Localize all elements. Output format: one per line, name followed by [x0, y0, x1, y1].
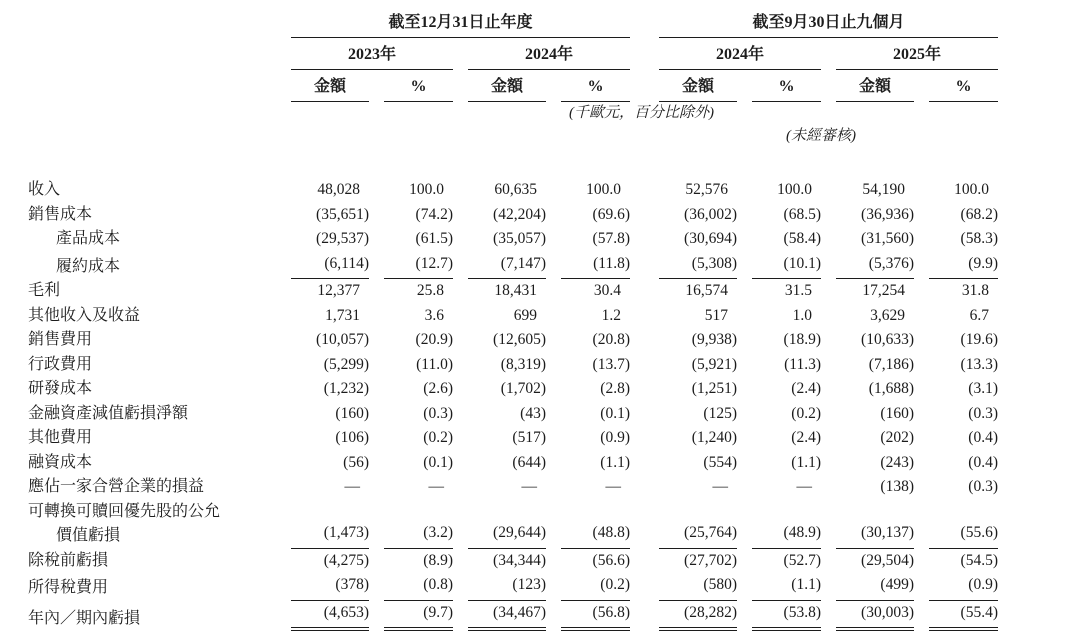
column-gap: [630, 475, 644, 500]
year-header-2024-nine-months: [644, 42, 821, 70]
cell-value: (35,651): [276, 203, 369, 228]
unaudited-note: (未經審核): [644, 125, 998, 148]
cell-value: (56): [276, 451, 369, 476]
row-label: 應佔一家合營企業的損益: [28, 475, 276, 500]
column-gap: [630, 426, 644, 451]
cell-value: (0.4): [914, 426, 998, 451]
table-row: [28, 304, 998, 329]
cell-value: 16,574: [644, 279, 737, 304]
cell-value: (28,282): [644, 601, 737, 631]
cell-value: (0.8): [369, 573, 453, 601]
cell-value: (7,186): [821, 353, 914, 378]
cell-value: (1,702): [453, 377, 546, 402]
percent-column-header: %: [737, 74, 821, 102]
cell-value: (11.3): [737, 353, 821, 378]
cell-value: (0.1): [546, 402, 630, 427]
column-gap: [630, 402, 644, 427]
cell-value: (2.6): [369, 377, 453, 402]
table-row: [28, 377, 998, 402]
income-statement-table: [28, 10, 998, 631]
cell-value: (1,232): [276, 377, 369, 402]
cell-value: (9,938): [644, 328, 737, 353]
row-label-line2: 價值虧損: [28, 524, 276, 549]
cell-value: 699: [453, 304, 546, 329]
group-gap: [630, 42, 644, 70]
cell-value: (56.8): [546, 601, 630, 631]
table-row: [28, 549, 998, 574]
row-label: 收入: [28, 178, 276, 203]
cell-value: (68.5): [737, 203, 821, 228]
cell-value: (1.1): [546, 451, 630, 476]
table-row: [28, 601, 998, 631]
cell-value: (27,702): [644, 549, 737, 574]
cell-value: 100.0: [914, 178, 998, 203]
cell-value: (9.7): [369, 601, 453, 631]
cell-value: 3,629: [821, 304, 914, 329]
header-spacer: [28, 74, 276, 102]
row-label: [28, 500, 276, 549]
cell-value: (554): [644, 451, 737, 476]
percent-column-header: %: [546, 74, 630, 102]
cell-value: (0.1): [369, 451, 453, 476]
cell-value: (2.4): [737, 377, 821, 402]
row-label: 行政費用: [28, 353, 276, 378]
cell-value: 100.0: [369, 178, 453, 203]
cell-value: (12.7): [369, 252, 453, 280]
year-header-2025: [821, 42, 998, 70]
cell-value: (10,633): [821, 328, 914, 353]
cell-value: (18.9): [737, 328, 821, 353]
cell-value: (11.0): [369, 353, 453, 378]
row-label: 金融資產減值虧損淨額: [28, 402, 276, 427]
cell-value: (0.3): [914, 475, 998, 500]
column-gap: [630, 601, 644, 631]
cell-value: 517: [644, 304, 737, 329]
cell-value: (125): [644, 402, 737, 427]
cell-value: (61.5): [369, 227, 453, 252]
cell-value: 60,635: [453, 178, 546, 203]
row-label-line1: 可轉換可贖回優先股的公允: [28, 500, 276, 525]
table-row: [28, 353, 998, 378]
cell-value: (202): [821, 426, 914, 451]
table-row: [28, 500, 998, 549]
cell-value: —: [737, 475, 821, 500]
group-gap: [630, 125, 644, 148]
cell-value: 1.2: [546, 304, 630, 329]
cell-value: (517): [453, 426, 546, 451]
cell-value: 18,431: [453, 279, 546, 304]
row-label: 銷售費用: [28, 328, 276, 353]
cell-value: (9.9): [914, 252, 998, 280]
row-label: 除稅前虧損: [28, 549, 276, 574]
row-label: 履約成本: [28, 252, 276, 280]
group-gap: [630, 10, 644, 38]
cell-value: (0.9): [546, 426, 630, 451]
cell-value: 1,731: [276, 304, 369, 329]
table-row: [28, 279, 998, 304]
cell-value: (106): [276, 426, 369, 451]
cell-value: (4,653): [276, 601, 369, 631]
cell-value: (53.8): [737, 601, 821, 631]
cell-value: (0.4): [914, 451, 998, 476]
header-body-gap: [28, 148, 998, 178]
column-gap: [630, 353, 644, 378]
row-label: 年內／期內虧損: [28, 601, 276, 631]
cell-value: (3.2): [369, 500, 453, 549]
row-label: 其他收入及收益: [28, 304, 276, 329]
period-header-annual: [276, 10, 630, 38]
cell-value: —: [276, 475, 369, 500]
cell-value: 6.7: [914, 304, 998, 329]
cell-value: —: [644, 475, 737, 500]
cell-value: 48,028: [276, 178, 369, 203]
cell-value: (13.7): [546, 353, 630, 378]
cell-value: (74.2): [369, 203, 453, 228]
row-label: 所得稅費用: [28, 573, 276, 601]
table-body: [28, 178, 998, 631]
table-row: [28, 573, 998, 601]
column-gap: [630, 573, 644, 601]
cell-value: 17,254: [821, 279, 914, 304]
cell-value: (0.9): [914, 573, 998, 601]
year-header-2024-label: 2024年: [468, 42, 630, 70]
row-label: 銷售成本: [28, 203, 276, 228]
cell-value: 30.4: [546, 279, 630, 304]
table-row: [28, 426, 998, 451]
cell-value: (644): [453, 451, 546, 476]
cell-value: (54.5): [914, 549, 998, 574]
cell-value: (0.2): [546, 573, 630, 601]
cell-value: (7,147): [453, 252, 546, 280]
cell-value: (29,504): [821, 549, 914, 574]
cell-value: (1.1): [737, 451, 821, 476]
cell-value: (378): [276, 573, 369, 601]
cell-value: (5,921): [644, 353, 737, 378]
cell-value: 31.5: [737, 279, 821, 304]
cell-value: (58.4): [737, 227, 821, 252]
percent-column-header: %: [914, 74, 998, 102]
cell-value: (29,537): [276, 227, 369, 252]
note-spacer: [276, 125, 630, 148]
cell-value: (8,319): [453, 353, 546, 378]
cell-value: (58.3): [914, 227, 998, 252]
row-label: 其他費用: [28, 426, 276, 451]
row-label: 毛利: [28, 279, 276, 304]
period-header-row: [28, 10, 998, 38]
row-label: 研發成本: [28, 377, 276, 402]
cell-value: (123): [453, 573, 546, 601]
amount-column-header: 金額: [276, 74, 369, 102]
cell-value: (31,560): [821, 227, 914, 252]
cell-value: (55.6): [914, 500, 998, 549]
table-row: [28, 203, 998, 228]
table-row: [28, 178, 998, 203]
cell-value: (36,936): [821, 203, 914, 228]
cell-value: (499): [821, 573, 914, 601]
cell-value: (0.2): [369, 426, 453, 451]
cell-value: 25.8: [369, 279, 453, 304]
cell-value: (68.2): [914, 203, 998, 228]
period-header-annual-label: 截至12月31日止年度: [291, 10, 630, 38]
year-header-2024: [453, 42, 630, 70]
cell-value: (20.8): [546, 328, 630, 353]
cell-value: (55.4): [914, 601, 998, 631]
cell-value: (34,344): [453, 549, 546, 574]
cell-value: —: [369, 475, 453, 500]
column-gap: [630, 227, 644, 252]
cell-value: (30,137): [821, 500, 914, 549]
note-spacer: [28, 102, 546, 125]
cell-value: (10,057): [276, 328, 369, 353]
cell-value: (25,764): [644, 500, 737, 549]
row-label: 融資成本: [28, 451, 276, 476]
column-gap: [630, 549, 644, 574]
cell-value: (0.3): [369, 402, 453, 427]
cell-value: (56.6): [546, 549, 630, 574]
cell-value: (2.8): [546, 377, 630, 402]
column-gap: [630, 178, 644, 203]
group-gap: [630, 74, 644, 102]
header-spacer: [28, 10, 276, 38]
cell-value: (57.8): [546, 227, 630, 252]
unit-note: (千歐元，百分比除外): [546, 102, 737, 125]
amount-column-header: 金額: [644, 74, 737, 102]
cell-value: (160): [821, 402, 914, 427]
percent-column-header: %: [369, 74, 453, 102]
table-row: [28, 451, 998, 476]
cell-value: (6,114): [276, 252, 369, 280]
cell-value: (1,240): [644, 426, 737, 451]
cell-value: —: [453, 475, 546, 500]
cell-value: 12,377: [276, 279, 369, 304]
column-gap: [630, 304, 644, 329]
header-spacer: [28, 42, 276, 70]
cell-value: (138): [821, 475, 914, 500]
cell-value: (160): [276, 402, 369, 427]
column-gap: [630, 500, 644, 549]
amount-column-header: 金額: [821, 74, 914, 102]
unit-note-row: [28, 102, 998, 125]
cell-value: (20.9): [369, 328, 453, 353]
period-header-nine-months: [644, 10, 998, 38]
table-row: [28, 227, 998, 252]
cell-value: (1.1): [737, 573, 821, 601]
cell-value: (11.8): [546, 252, 630, 280]
cell-value: 31.8: [914, 279, 998, 304]
cell-value: (52.7): [737, 549, 821, 574]
unaudited-note-row: [28, 125, 998, 148]
cell-value: (19.6): [914, 328, 998, 353]
table-row: [28, 252, 998, 280]
cell-value: (10.1): [737, 252, 821, 280]
cell-value: (42,204): [453, 203, 546, 228]
table-header: [28, 10, 998, 178]
cell-value: (12,605): [453, 328, 546, 353]
cell-value: (36,002): [644, 203, 737, 228]
table-row: [28, 475, 998, 500]
year-header-2025-label: 2025年: [836, 42, 998, 70]
amount-column-header: 金額: [453, 74, 546, 102]
cell-value: (1,473): [276, 500, 369, 549]
cell-value: (4,275): [276, 549, 369, 574]
cell-value: 3.6: [369, 304, 453, 329]
note-spacer: [737, 102, 998, 125]
row-label: 產品成本: [28, 227, 276, 252]
cell-value: (43): [453, 402, 546, 427]
cell-value: (30,694): [644, 227, 737, 252]
note-spacer: [28, 125, 276, 148]
cell-value: (0.3): [914, 402, 998, 427]
cell-value: (0.2): [737, 402, 821, 427]
table-row: [28, 328, 998, 353]
cell-value: 52,576: [644, 178, 737, 203]
year-header-2024-nine-months-label: 2024年: [659, 42, 821, 70]
column-header-row: [28, 74, 998, 102]
year-header-row: [28, 42, 998, 70]
cell-value: 100.0: [546, 178, 630, 203]
column-gap: [630, 279, 644, 304]
period-header-nine-months-label: 截至9月30日止九個月: [659, 10, 998, 38]
cell-value: 1.0: [737, 304, 821, 329]
cell-value: (5,299): [276, 353, 369, 378]
cell-value: (30,003): [821, 601, 914, 631]
cell-value: (2.4): [737, 426, 821, 451]
cell-value: (243): [821, 451, 914, 476]
column-gap: [630, 377, 644, 402]
table-row: [28, 402, 998, 427]
column-gap: [630, 451, 644, 476]
cell-value: (48.8): [546, 500, 630, 549]
year-header-2023: [276, 42, 453, 70]
cell-value: (8.9): [369, 549, 453, 574]
cell-value: (580): [644, 573, 737, 601]
cell-value: 100.0: [737, 178, 821, 203]
column-gap: [630, 203, 644, 228]
cell-value: (3.1): [914, 377, 998, 402]
column-gap: [630, 328, 644, 353]
cell-value: 54,190: [821, 178, 914, 203]
cell-value: (13.3): [914, 353, 998, 378]
cell-value: (5,376): [821, 252, 914, 280]
cell-value: (1,251): [644, 377, 737, 402]
cell-value: (1,688): [821, 377, 914, 402]
cell-value: (34,467): [453, 601, 546, 631]
year-header-2023-label: 2023年: [291, 42, 453, 70]
cell-value: (48.9): [737, 500, 821, 549]
cell-value: (29,644): [453, 500, 546, 549]
column-gap: [630, 252, 644, 280]
cell-value: (69.6): [546, 203, 630, 228]
cell-value: —: [546, 475, 630, 500]
cell-value: (5,308): [644, 252, 737, 280]
cell-value: (35,057): [453, 227, 546, 252]
